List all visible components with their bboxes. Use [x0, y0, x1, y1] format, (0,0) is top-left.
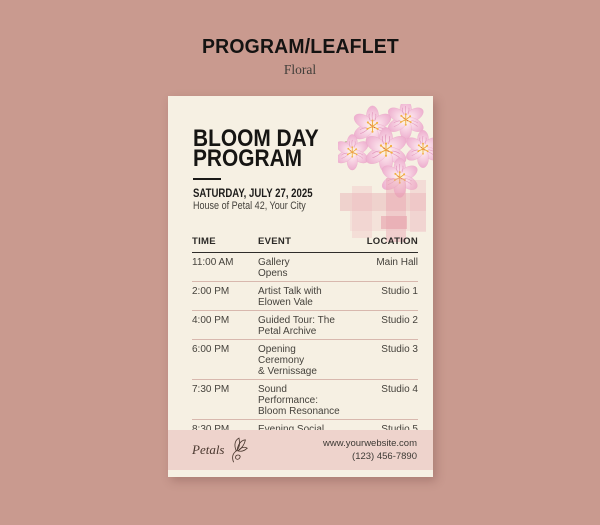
flyer-date: SATURDAY, JULY 27, 2025 [193, 186, 313, 200]
table-row [192, 282, 418, 311]
leaflet [168, 96, 433, 477]
brand-name: Petals [192, 442, 225, 457]
schedule-table [192, 236, 418, 449]
time-cell: 11:00 AM [192, 257, 234, 268]
event-cell: Opening Ceremony & Vernissage [258, 344, 317, 377]
table-row [192, 340, 418, 380]
leaflet-footer [168, 430, 433, 470]
time-cell: 7:30 PM [192, 384, 230, 395]
table-row [192, 311, 418, 340]
location-cell: Studio 2 [381, 315, 418, 326]
website-text: www.yourwebsite.com [323, 438, 417, 449]
time-cell: 2:00 PM [192, 286, 230, 297]
column-header-event: EVENT [258, 236, 292, 247]
location-cell: Studio 1 [381, 286, 418, 297]
location-cell: Studio 4 [381, 384, 418, 395]
flyer-title-line1: BLOOM DAY [193, 125, 319, 152]
time-cell: 6:00 PM [192, 344, 230, 355]
contact-info [323, 437, 417, 463]
schedule-header-row [192, 236, 418, 253]
table-row [192, 253, 418, 282]
page-title: PROGRAM/LEAFLET [201, 36, 399, 58]
event-cell: Gallery Opens [258, 257, 290, 279]
column-header-time: TIME [192, 236, 216, 247]
table-row [192, 380, 418, 420]
event-cell: Artist Talk with Elowen Vale [258, 286, 322, 308]
flyer-venue: House of Petal 42, Your City [193, 200, 306, 212]
location-cell: Studio 3 [381, 344, 418, 355]
column-header-location: LOCATION [366, 236, 418, 247]
title-dash-divider [193, 178, 221, 180]
event-cell: Sound Performance: Bloom Resonance [258, 384, 340, 417]
page-header [0, 36, 600, 78]
brand-logo [192, 437, 250, 463]
time-cell: 4:00 PM [192, 315, 230, 326]
event-cell: Guided Tour: The Petal Archive [258, 315, 335, 337]
flyer-title-line2: PROGRAM [193, 145, 303, 172]
flyer-title [193, 125, 337, 172]
petals-flower-logo-icon [228, 437, 250, 463]
location-cell: Main Hall [376, 257, 418, 268]
page-subtitle: Floral [283, 62, 317, 77]
phone-text: (123) 456-7890 [352, 451, 417, 462]
